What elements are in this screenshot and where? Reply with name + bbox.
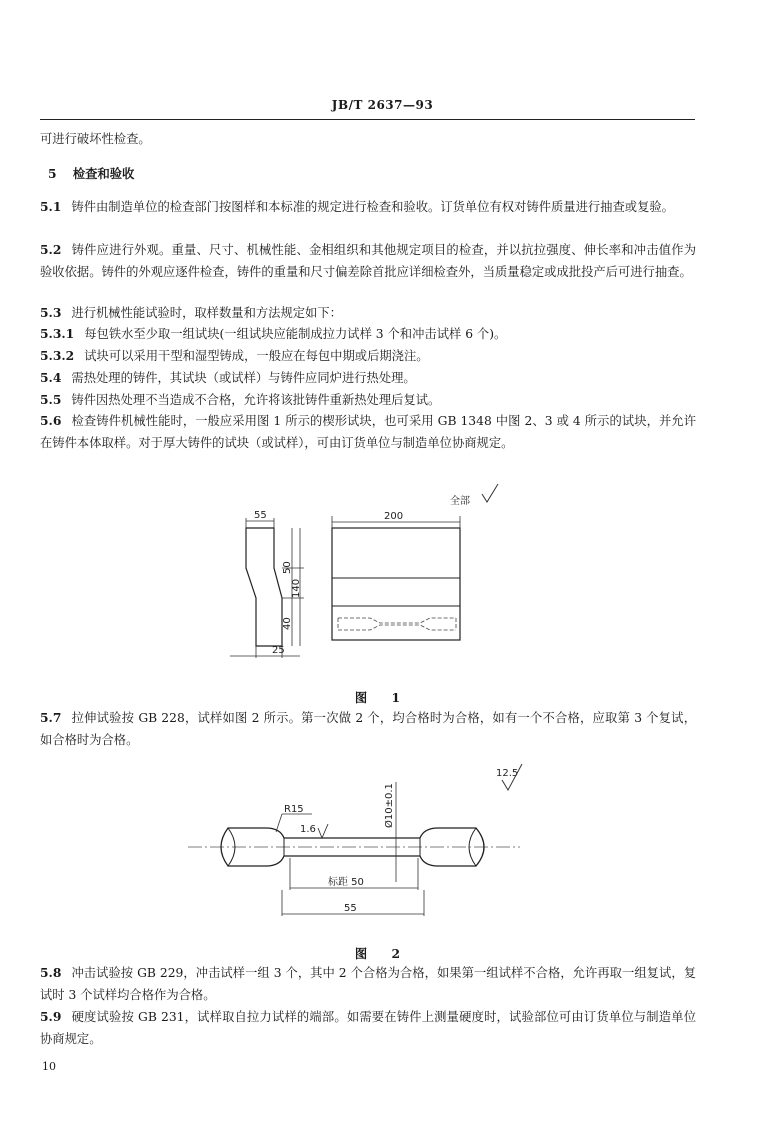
section-title: 检查和验收 [72,166,135,181]
clause-5-2 [40,239,696,283]
clause-text: 冲击试验按 GB 229，冲击试样一组 3 个，其中 2 个合格为合格，如果第一组试样不合格，允许再取一组复试，复试时 3 个试样均合格作为合格。 [40,966,696,1002]
clause-5-8 [40,962,696,1006]
clause-number: 5.5 [40,392,62,407]
section-number: 5 [48,166,57,181]
specimen-outline-dashed [338,618,456,630]
roughness-mid-value: 1.6 [300,824,316,835]
clause-text: 铸件因热处理不当造成不合格，允许将该批铸件重新热处理后复试。 [71,393,441,407]
clause-5-4 [40,367,696,389]
header-rule [40,119,695,120]
roughness-top-value: 12.5 [496,768,519,779]
dim-length: 200 [384,511,404,522]
wedge-front-view [332,528,460,640]
clause-5-6 [40,410,696,454]
dim-lower-height: 40 [282,617,293,630]
clause-text: 铸件由制造单位的检查部门按图样和本标准的规定进行检查和验收。订货单位有权对铸件质量进行抽查或复验。 [71,200,674,214]
clause-5-3-2 [40,345,696,367]
figure-1-drawing [220,478,520,668]
clause-number: 5.3 [40,305,62,320]
clause-number: 5.1 [40,199,62,214]
clause-text: 硬度试验按 GB 231，试样取自拉力试样的端部。如需要在铸件上测量硬度时，试验部位可由订货单位与制造单位协商规定。 [40,1010,696,1046]
clause-5-3-1 [40,323,696,345]
clause-5-7 [40,707,696,751]
clause-text: 铸件应进行外观。重量、尺寸、机械性能、金相组织和其他规定项目的检查，并以抗拉强度、伸长率和冲击值作为验收依据。铸件的外观应逐件检查，铸件的重量和尺寸偏差除首批应详细检查外，当质量稳定或成批投产后可进行抽查。 [40,243,696,279]
dim-total-height: 140 [291,578,302,598]
clause-text: 试块可以采用干型和湿型铸成，一般应在每包中期或后期浇注。 [84,349,429,363]
dim-upper-height: 50 [282,561,293,574]
figure-2-drawing [180,762,560,922]
clause-5-1 [40,196,696,218]
radius-label: R15 [284,804,304,815]
clause-text: 进行机械性能试验时，取样数量和方法规定如下： [71,306,342,320]
clause-text: 需热处理的铸件，其试块（或试样）与铸件应同炉进行热处理。 [71,371,416,385]
clause-number: 5.6 [40,413,62,428]
clause-number: 5.2 [40,242,62,257]
continuation-line: 可进行破坏性检查。 [40,132,151,146]
clause-text: 拉伸试验按 GB 228，试样如图 2 所示。第一次做 2 个，均合格时为合格，如有一个不合格，应取第 3 个复试，如合格时为合格。 [40,711,696,747]
clause-number: 5.8 [40,965,62,980]
clause-text: 每包铁水至少取一组试块(一组试块应能制成拉力试样 3 个和冲击试样 6 个)。 [84,327,507,341]
gauge-length-label: 标距 50 [328,877,364,888]
figure-1-caption: 图 1 [354,690,411,705]
clause-number: 5.4 [40,370,62,385]
clause-5-3 [40,302,696,324]
wedge-side-view [246,528,282,646]
clause-number: 5.9 [40,1009,62,1024]
parallel-length-label: 55 [344,903,357,914]
clause-number: 5.3.2 [40,348,75,363]
standard-header: JB/T 2637—93 [331,98,434,112]
clause-number: 5.7 [40,710,62,725]
dim-bottom-width: 25 [272,645,285,656]
clause-5-5 [40,389,696,411]
roughness-note-all: 全部 [450,496,470,507]
roughness-symbol [482,484,498,502]
dim-top-width: 55 [254,510,267,521]
clause-number: 5.3.1 [40,326,75,341]
figure-2-caption: 图 2 [354,946,411,961]
clause-5-9 [40,1006,696,1050]
page-number: 10 [42,1060,56,1073]
section-heading [48,164,134,182]
clause-text: 检查铸件机械性能时，一般应采用图 1 所示的楔形试块，也可采用 GB 1348 中图 2、3 或 4 所示的试块，并允许在铸件本体取样。对于厚大铸件的试块（或试样），可由订货单位与制造单位协商规定。 [40,414,696,450]
diameter-label: Ø10±0.1 [384,783,395,828]
